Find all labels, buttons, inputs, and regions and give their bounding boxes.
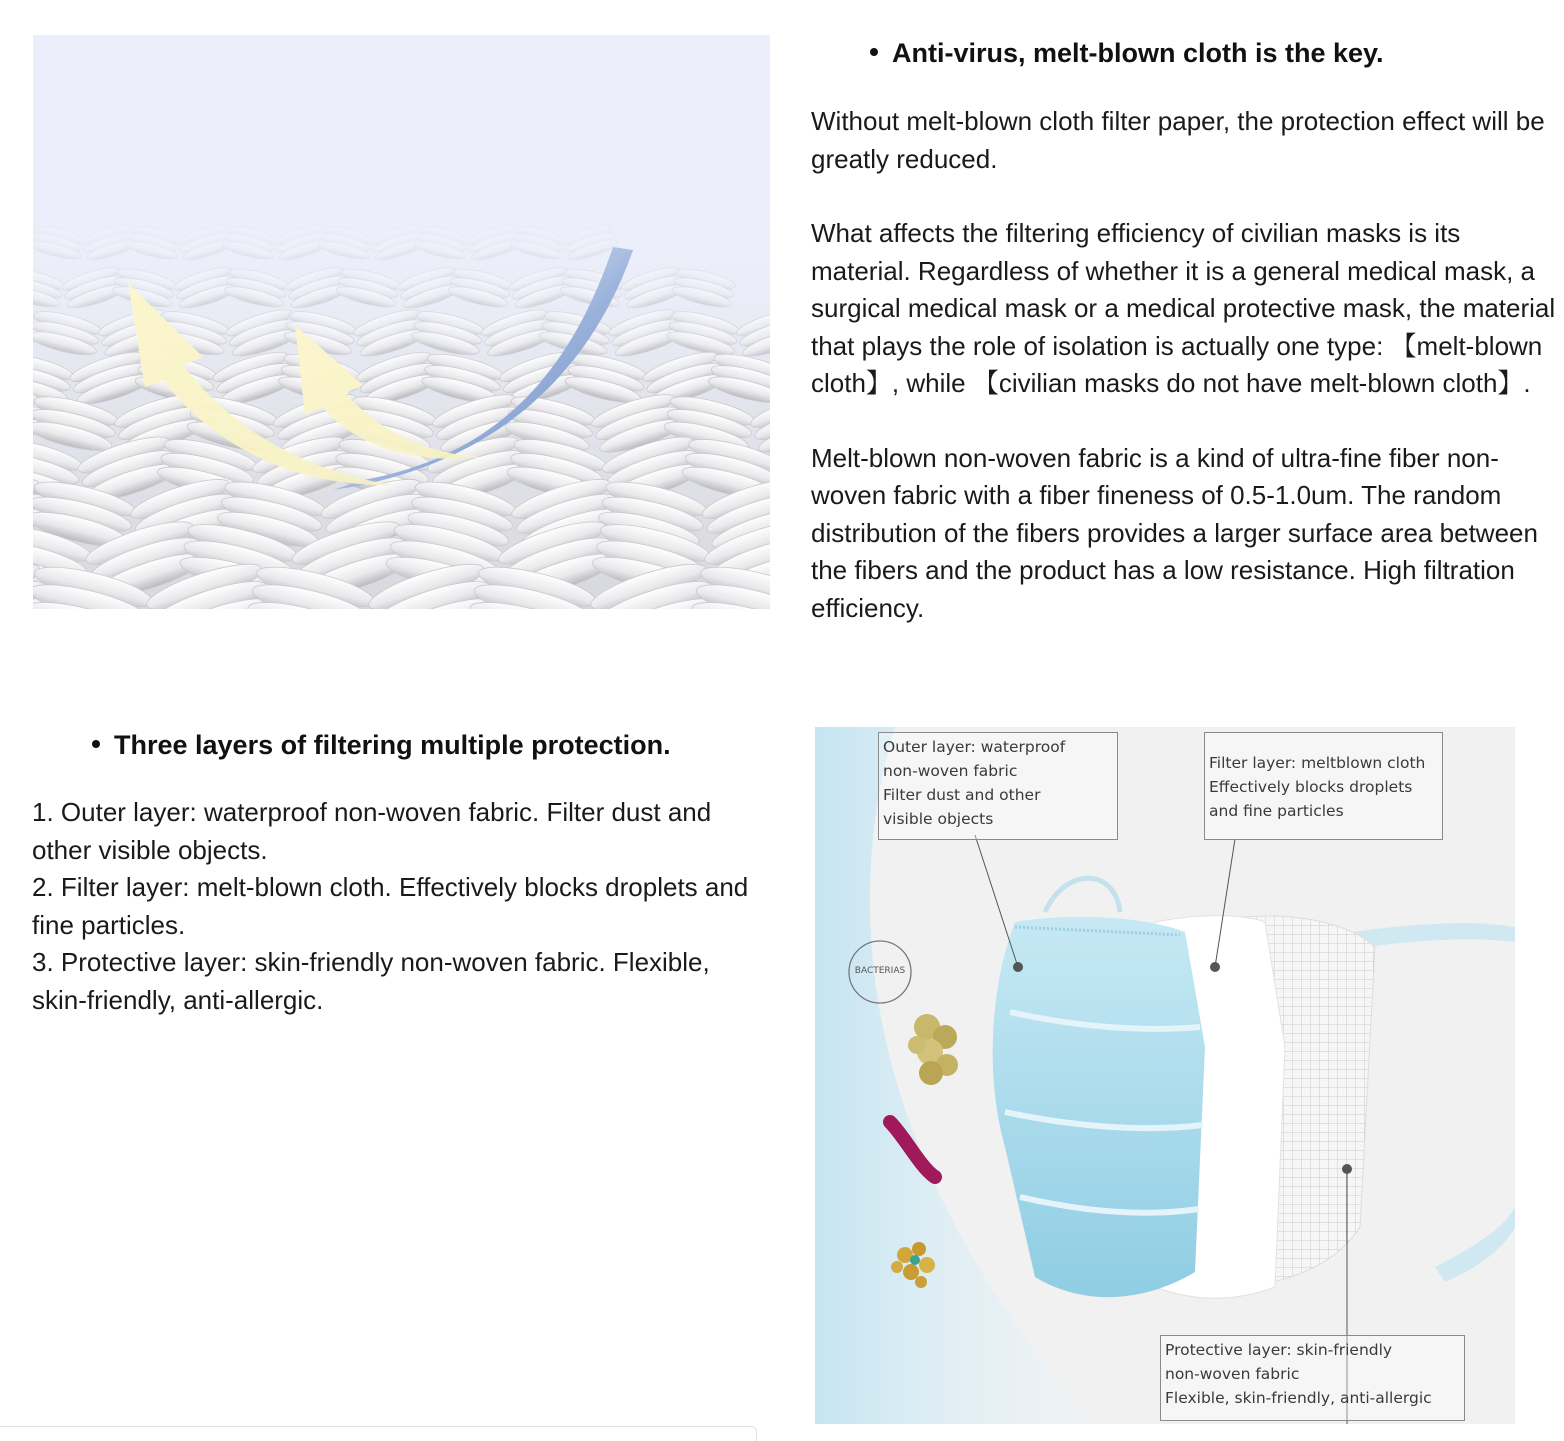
callout-line: non-woven fabric [883,762,1018,780]
callout-line: Protective layer: skin-friendly [1165,1341,1393,1359]
callout-line: non-woven fabric [1165,1365,1300,1383]
particle-cluster-yellow [908,1014,958,1085]
bacteria-label: BACTERIAS [854,966,906,976]
woven-fabric-graphic [33,35,770,609]
layer-item-outer: 1. Outer layer: waterproof non-woven fabric. Filter dust and other visible objects. [32,797,712,865]
layers-heading-text: Three layers of filtering multiple protection. [114,730,671,760]
callout-line: Flexible, skin-friendly, anti-allergic [1165,1389,1432,1407]
callout-line: Outer layer: waterproof [883,738,1066,756]
virus-paragraph-2: What affects the filtering efficiency of civilian masks is its material. Regardless of whether it is a general medical mask, a surgical medical mask or a medical protective mask, the material that plays the role of isolation is actually one type: 【melt-blown cloth】, while 【civilian masks do not have melt-blown cloth】. [811,218,1556,398]
callout-line: Filter dust and other [883,786,1041,804]
virus-heading-text: Anti-virus, melt-blown cloth is the key. [892,38,1384,68]
filter-layer-callout [1204,732,1443,840]
fabric-illustration [33,35,770,609]
virus-paragraph-1: Without melt-blown cloth filter paper, the protection effect will be greatly reduced. [811,106,1545,174]
outer-layer-callout [878,732,1118,840]
callout-line: Filter layer: meltblown cloth [1209,754,1426,772]
outer-mask-layer [993,917,1205,1297]
callout-line: visible objects [883,810,994,828]
bottom-scroll-bar [0,1426,757,1441]
bullet-icon [870,48,878,56]
mask-layers-diagram [815,727,1515,1424]
virus-heading [870,36,1384,70]
layer-item-protective: 3. Protective layer: skin-friendly non-woven fabric. Flexible, skin-friendly, anti-allergic. [32,947,710,1015]
protective-layer-callout [1160,1335,1465,1421]
virus-paragraphs [811,103,1556,664]
layers-heading [92,728,671,762]
callout-line: and fine particles [1209,802,1344,820]
layer-item-filter: 2. Filter layer: melt-blown cloth. Effectively blocks droplets and fine particles. [32,872,749,940]
callout-line: Effectively blocks droplets [1209,778,1413,796]
layers-list [32,794,757,1019]
ear-loop-lower [1435,1207,1515,1282]
bullet-icon [92,740,100,748]
virus-paragraph-3: Melt-blown non-woven fabric is a kind of ultra-fine fiber non-woven fabric with a fiber fineness of 0.5-1.0um. The random distribution of the fibers provides a larger surface area between the fibers and the product has a low resistance. High filtration efficiency. [811,442,1538,623]
